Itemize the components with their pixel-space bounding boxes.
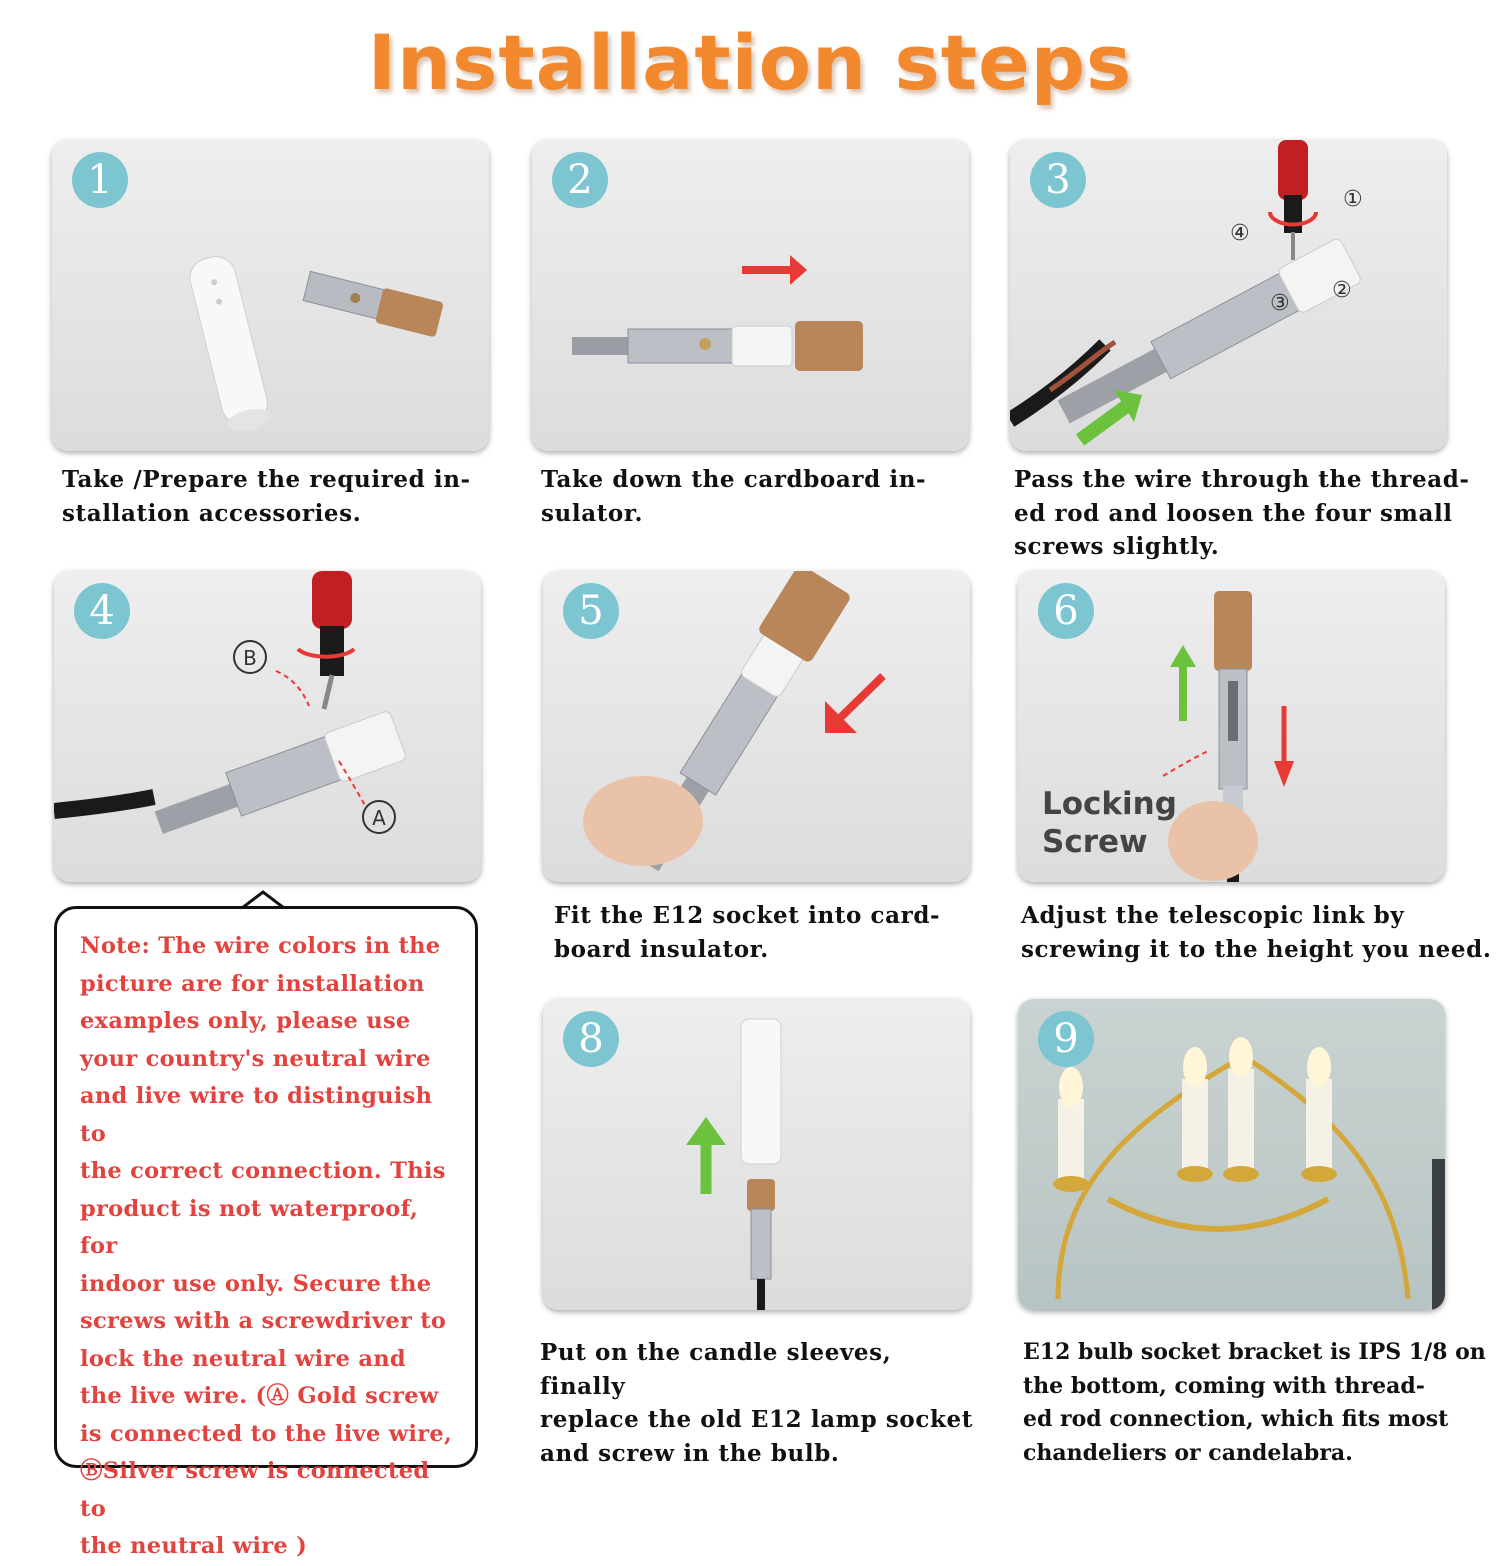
marker-1: ① xyxy=(1343,187,1363,212)
step-5-photo xyxy=(543,571,970,882)
step-9-badge: 9 xyxy=(1038,1011,1094,1067)
step-8-badge: 8 xyxy=(563,1011,619,1067)
marker-3: ③ xyxy=(1270,291,1290,316)
locking-screw-label: Locking Screw xyxy=(1042,786,1177,860)
marker-2: ② xyxy=(1332,278,1352,303)
step-1-badge: 1 xyxy=(72,152,128,208)
step-2-caption: Take down the cardboard in- sulator. xyxy=(541,466,927,527)
step-3-photo xyxy=(1010,140,1447,451)
step-1-photo xyxy=(52,140,489,451)
step-4-photo xyxy=(54,571,481,882)
step-8-caption: Put on the candle sleeves, finally replace the old E12 lamp socket and screw in the bulb. xyxy=(540,1339,973,1467)
step-2-badge: 2 xyxy=(552,152,608,208)
step-5-caption: Fit the E12 socket into card- board insulator. xyxy=(554,902,941,963)
step-9-photo xyxy=(1018,999,1445,1310)
step-9-caption: E12 bulb socket bracket is IPS 1/8 on the bottom, coming with thread- ed rod connection, which fits most chandeliers or candelabra. xyxy=(1023,1339,1486,1466)
marker-a: A xyxy=(372,806,386,830)
marker-b: B xyxy=(243,646,257,670)
step-3-caption: Pass the wire through the thread- ed rod and loosen the four small screws slightly. xyxy=(1014,466,1470,560)
step-5-badge: 5 xyxy=(563,583,619,639)
step-4-badge: 4 xyxy=(74,583,130,639)
step-3-badge: 3 xyxy=(1030,152,1086,208)
page-title: Installation steps xyxy=(367,18,1133,107)
step-6-badge: 6 xyxy=(1038,583,1094,639)
marker-4: ④ xyxy=(1230,221,1250,246)
step-1-caption: Take /Prepare the required in- stallation accessories. xyxy=(62,466,471,527)
step-6-caption: Adjust the telescopic link by screwing it to the height you need. xyxy=(1021,902,1492,963)
step-2-photo xyxy=(532,140,969,451)
step-8-photo xyxy=(543,999,970,1310)
step-6-photo xyxy=(1018,571,1445,882)
note-text: Note: The wire colors in the picture are for installation examples only, please use your country's neutral wire and live wire to distinguish to the correct connection. This product is not waterproof, for indoor use only. Secure the screws with a screwdriver to lock the neutral wire and the live wire. (Ⓐ Gold screw is connected to the live wire, ⒷSilver screw is connected to the neutral wire ) xyxy=(80,933,453,1559)
candle-bulbs xyxy=(1058,1037,1332,1179)
